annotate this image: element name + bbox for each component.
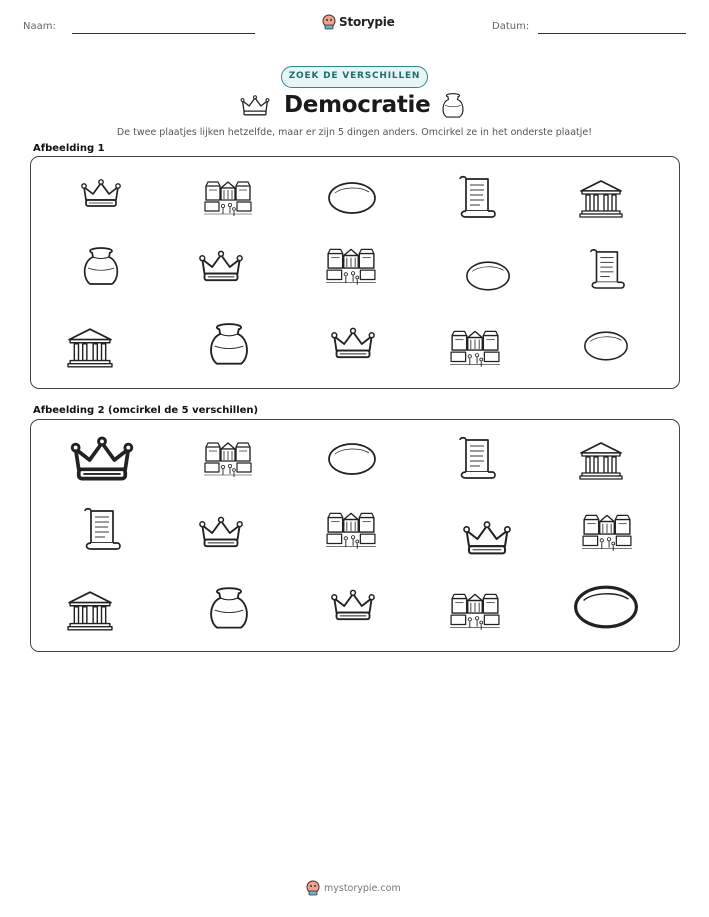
picture1-scroll-icon[interactable] xyxy=(587,247,625,291)
picture2-crown-icon[interactable] xyxy=(199,514,243,552)
picture2-pot-icon[interactable] xyxy=(207,586,251,632)
picture1-stone-icon[interactable] xyxy=(327,181,377,215)
picture2-market-icon[interactable] xyxy=(325,508,377,552)
page-title: Democratie xyxy=(284,92,431,118)
picture1-stone-icon[interactable] xyxy=(583,329,629,363)
name-label: Naam: xyxy=(23,21,56,32)
footer xyxy=(306,880,401,896)
title-pot-icon xyxy=(440,92,466,120)
picture1-market-icon[interactable] xyxy=(203,177,253,219)
picture1-pot-icon[interactable] xyxy=(207,321,251,369)
picture1-panel[interactable] xyxy=(30,156,680,389)
name-line[interactable] xyxy=(72,33,255,34)
picture1-stone-icon[interactable] xyxy=(465,259,511,293)
footer-url: mystorypie.com xyxy=(324,882,401,894)
title-crown-icon xyxy=(240,95,270,117)
footer-mascot-icon xyxy=(306,880,320,896)
logo-text: Storypie xyxy=(339,15,395,29)
date-label: Datum: xyxy=(492,21,530,32)
storypie-mascot-icon xyxy=(322,14,336,30)
picture2-crown-icon[interactable] xyxy=(331,588,375,624)
picture2-scroll-icon[interactable] xyxy=(81,506,121,552)
picture2-stone-icon[interactable] xyxy=(573,584,639,630)
picture2-stone-icon[interactable] xyxy=(327,442,377,476)
picture1-scroll-icon[interactable] xyxy=(456,175,496,219)
picture1-label: Afbeelding 1 xyxy=(33,143,105,154)
picture2-panel[interactable] xyxy=(30,419,680,652)
picture1-pot-icon[interactable] xyxy=(81,244,121,290)
picture1-market-icon[interactable] xyxy=(325,245,377,287)
picture2-market-icon[interactable] xyxy=(203,438,253,480)
picture2-crown-icon[interactable] xyxy=(71,434,133,486)
picture1-crown-icon[interactable] xyxy=(81,177,121,211)
picture1-temple-icon[interactable] xyxy=(67,325,113,371)
picture2-temple-icon[interactable] xyxy=(579,438,623,484)
picture1-market-icon[interactable] xyxy=(449,325,501,371)
picture2-temple-icon[interactable] xyxy=(67,588,113,634)
instructions-text: De twee plaatjes lijken hetzelfde, maar er zijn 5 dingen anders. Omcirkel ze in het onderste plaatje! xyxy=(116,127,593,138)
picture1-temple-icon[interactable] xyxy=(579,177,623,221)
activity-badge: ZOEK DE VERSCHILLEN xyxy=(281,66,428,88)
picture1-crown-icon[interactable] xyxy=(331,327,375,361)
picture2-market-icon[interactable] xyxy=(581,510,633,554)
storypie-logo xyxy=(322,14,395,30)
picture2-label: Afbeelding 2 (omcirkel de 5 verschillen) xyxy=(33,405,259,416)
picture2-crown-icon[interactable] xyxy=(463,520,511,558)
picture2-market-icon[interactable] xyxy=(449,588,501,634)
picture1-crown-icon[interactable] xyxy=(199,249,243,285)
picture2-scroll-icon[interactable] xyxy=(456,436,496,480)
date-line[interactable] xyxy=(538,33,686,34)
